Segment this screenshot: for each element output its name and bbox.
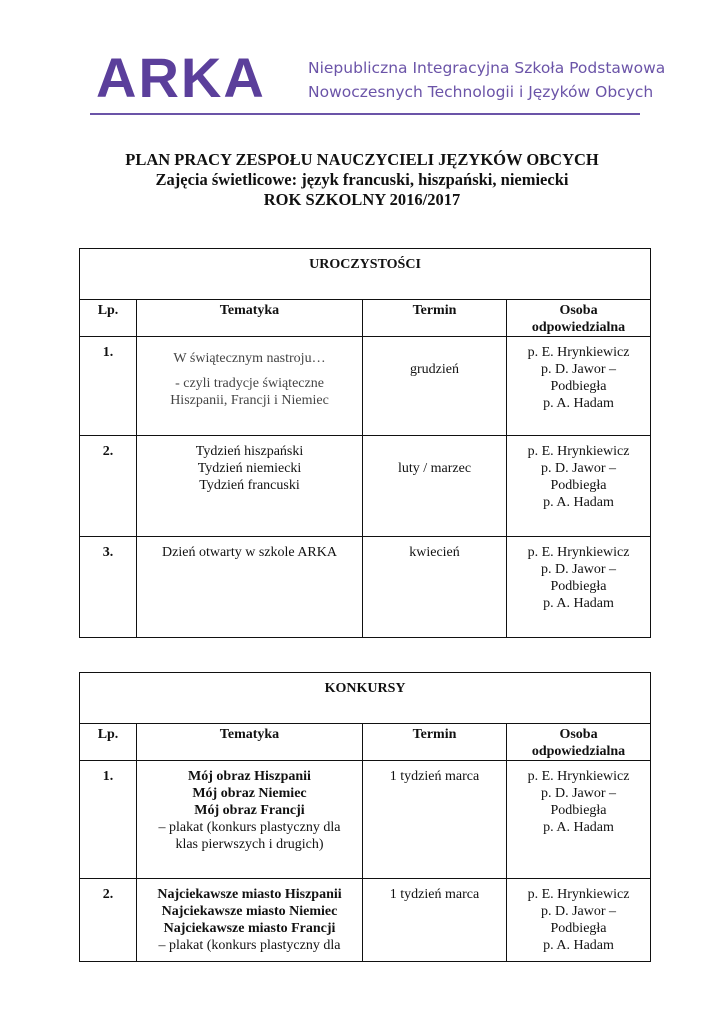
person-line: Podbiegła bbox=[550, 579, 607, 594]
person-line: p. E. Hrynkiewicz bbox=[527, 887, 630, 902]
header-topic: Tematyka bbox=[137, 724, 363, 761]
arka-logo: ARKA bbox=[96, 46, 266, 109]
topic-line: Tydzień francuski bbox=[199, 478, 300, 493]
person-line: p. A. Hadam bbox=[543, 938, 614, 953]
table-row bbox=[80, 436, 651, 537]
topic-line: - czyli tradycje świąteczne bbox=[175, 376, 324, 391]
row-person bbox=[507, 761, 651, 879]
row-term: 1 tydzień marca bbox=[363, 879, 507, 962]
school-name-line-1: Niepubliczna Integracyjna Szkoła Podstawowa bbox=[308, 59, 666, 77]
person-line: p. E. Hrynkiewicz bbox=[527, 769, 630, 784]
row-lp: 2. bbox=[80, 879, 137, 962]
topic-line: Mój obraz Francji bbox=[194, 803, 305, 818]
school-name bbox=[308, 56, 665, 104]
row-term: kwiecień bbox=[363, 537, 507, 638]
topic-line: Najciekawsze miasto Hiszpanii bbox=[157, 887, 342, 902]
row-person bbox=[507, 337, 651, 436]
title-line-3: ROK SZKOLNY 2016/2017 bbox=[263, 190, 461, 209]
table-row bbox=[80, 879, 651, 962]
topic-line: – plakat (konkurs plastyczny dla bbox=[158, 938, 341, 953]
person-line: p. E. Hrynkiewicz bbox=[527, 444, 630, 459]
header-lp: Lp. bbox=[80, 724, 137, 761]
header-topic: Tematyka bbox=[137, 300, 363, 337]
row-topic bbox=[137, 537, 363, 638]
header-divider bbox=[90, 113, 640, 115]
section-title-row bbox=[80, 673, 651, 724]
row-term: 1 tydzień marca bbox=[363, 761, 507, 879]
person-line: p. A. Hadam bbox=[543, 495, 614, 510]
row-lp: 1. bbox=[80, 337, 137, 436]
contests-table bbox=[79, 672, 651, 962]
topic-line: Mój obraz Niemiec bbox=[192, 786, 307, 801]
person-line: Podbiegła bbox=[550, 921, 607, 936]
person-line: p. A. Hadam bbox=[543, 596, 614, 611]
section-title: UROCZYSTOŚCI bbox=[80, 249, 651, 300]
person-line: p. D. Jawor – bbox=[540, 904, 617, 919]
person-line: Podbiegła bbox=[550, 379, 607, 394]
row-lp: 2. bbox=[80, 436, 137, 537]
person-line: p. D. Jawor – bbox=[540, 461, 617, 476]
topic-line: – plakat (konkurs plastyczny dla bbox=[158, 820, 341, 835]
row-topic bbox=[137, 436, 363, 537]
topic-line: Najciekawsze miasto Francji bbox=[163, 921, 336, 936]
topic-line: Hiszpanii, Francji i Niemiec bbox=[170, 393, 329, 408]
topic-line: Tydzień hiszpański bbox=[195, 444, 304, 459]
person-line: p. E. Hrynkiewicz bbox=[527, 345, 630, 360]
row-topic bbox=[137, 761, 363, 879]
section-title: KONKURSY bbox=[80, 673, 651, 724]
letterhead bbox=[0, 0, 724, 118]
row-lp: 3. bbox=[80, 537, 137, 638]
table-header-row bbox=[80, 300, 651, 337]
row-term: grudzień bbox=[363, 337, 507, 436]
person-line: p. D. Jawor – bbox=[540, 362, 617, 377]
person-line: p. A. Hadam bbox=[543, 820, 614, 835]
school-name-line-2: Nowoczesnych Technologii i Języków Obcych bbox=[308, 83, 654, 101]
row-topic bbox=[137, 337, 363, 436]
person-line: p. E. Hrynkiewicz bbox=[527, 545, 630, 560]
row-person bbox=[507, 436, 651, 537]
topic-line: Tydzień niemiecki bbox=[197, 461, 302, 476]
header-person-line-2: odpowiedzialna bbox=[531, 744, 626, 759]
table-row bbox=[80, 337, 651, 436]
topic-line: Mój obraz Hiszpanii bbox=[188, 769, 311, 784]
header-term: Termin bbox=[363, 300, 507, 337]
ceremonies-table bbox=[79, 248, 651, 638]
row-person bbox=[507, 879, 651, 962]
row-term: luty / marzec bbox=[363, 436, 507, 537]
table-header-row bbox=[80, 724, 651, 761]
table-row bbox=[80, 761, 651, 879]
topic-line: W świątecznym nastroju… bbox=[173, 351, 326, 366]
header-person-line-1: Osoba bbox=[559, 727, 598, 742]
header-person bbox=[507, 300, 651, 337]
person-line: p. D. Jawor – bbox=[540, 786, 617, 801]
header-term: Termin bbox=[363, 724, 507, 761]
table-row bbox=[80, 537, 651, 638]
row-person bbox=[507, 537, 651, 638]
title-line-1: PLAN PRACY ZESPOŁU NAUCZYCIELI JĘZYKÓW OBCYCH bbox=[125, 150, 599, 169]
topic-line: Dzień otwarty w szkole ARKA bbox=[162, 545, 337, 560]
topic-line: klas pierwszych i drugich) bbox=[175, 837, 324, 852]
document-title bbox=[0, 150, 724, 210]
topic-line: Najciekawsze miasto Niemiec bbox=[161, 904, 338, 919]
person-line: Podbiegła bbox=[550, 478, 607, 493]
header-person-line-2: odpowiedzialna bbox=[531, 320, 626, 335]
row-topic bbox=[137, 879, 363, 962]
person-line: p. A. Hadam bbox=[543, 396, 614, 411]
person-line: Podbiegła bbox=[550, 803, 607, 818]
row-lp: 1. bbox=[80, 761, 137, 879]
header-person bbox=[507, 724, 651, 761]
header-lp: Lp. bbox=[80, 300, 137, 337]
title-line-2: Zajęcia świetlicowe: język francuski, hiszpański, niemiecki bbox=[155, 170, 569, 189]
header-person-line-1: Osoba bbox=[559, 303, 598, 318]
section-title-row bbox=[80, 249, 651, 300]
person-line: p. D. Jawor – bbox=[540, 562, 617, 577]
